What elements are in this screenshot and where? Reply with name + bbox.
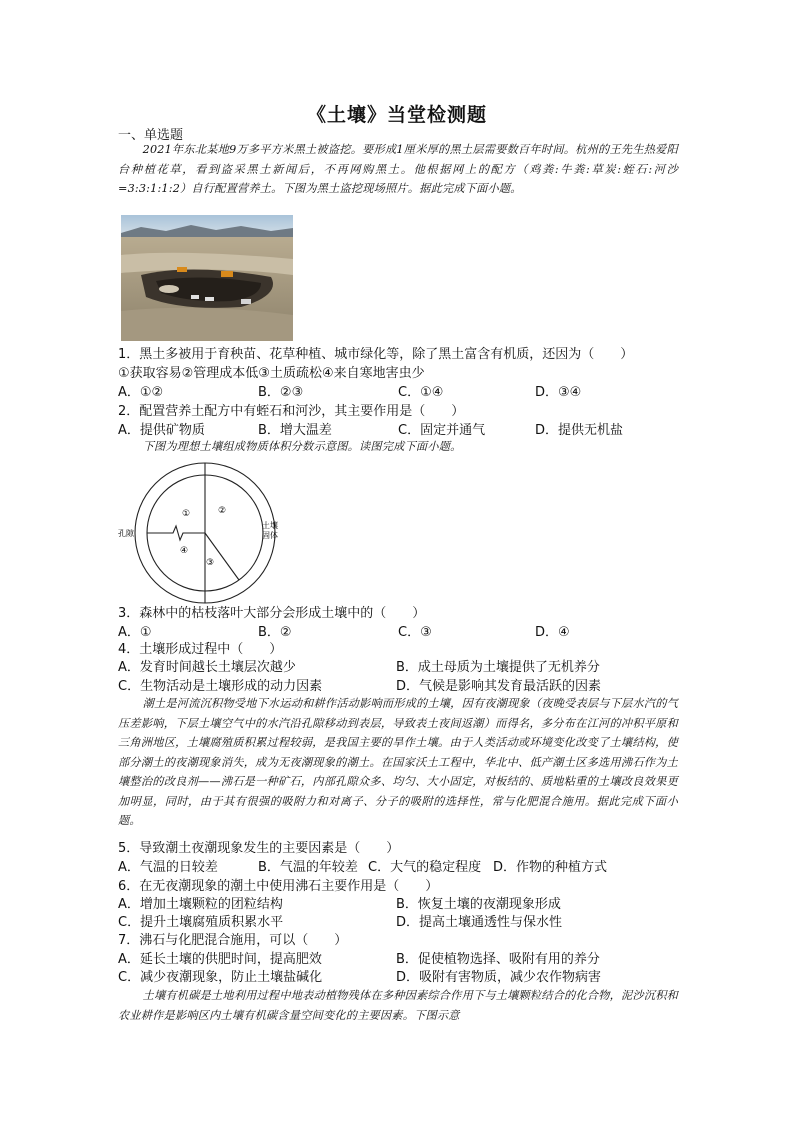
mark-4: ④ bbox=[180, 546, 189, 556]
option-c[interactable]: C．③ bbox=[398, 625, 432, 640]
mark-2: ② bbox=[218, 506, 227, 516]
label-pores: 孔隙 bbox=[118, 529, 134, 538]
option-d[interactable]: D．③④ bbox=[535, 385, 582, 400]
option-a[interactable]: A．提供矿物质 bbox=[118, 423, 205, 438]
question-3: 3．森林中的枯枝落叶大部分会形成土壤中的（ ） bbox=[118, 606, 426, 621]
option-c[interactable]: C．大气的稳定程度 bbox=[368, 860, 482, 875]
option-d[interactable]: D．作物的种植方式 bbox=[493, 860, 608, 875]
question-7: 7．沸石与化肥混合施用，可以（ ） bbox=[118, 933, 348, 948]
option-a[interactable]: A．① bbox=[118, 625, 152, 640]
option-d[interactable]: D．提高土壤通透性与保水性 bbox=[396, 915, 563, 930]
option-c[interactable]: C．生物活动是土壤形成的动力因素 bbox=[118, 679, 323, 694]
solid-boundary bbox=[205, 533, 239, 580]
mark-3: ③ bbox=[206, 558, 215, 568]
option-d[interactable]: D．提供无机盐 bbox=[535, 423, 624, 438]
question-6: 6．在无夜潮现象的潮土中使用沸石主要作用是（ ） bbox=[118, 879, 439, 894]
option-a[interactable]: A．增加土壤颗粒的团粒结构 bbox=[118, 897, 283, 912]
option-b[interactable]: B．恢复土壤的夜潮现象形成 bbox=[396, 897, 561, 912]
option-a[interactable]: A．延长土壤的供肥时间，提高肥效 bbox=[118, 952, 322, 967]
question-1-statements: ①获取容易②管理成本低③土质疏松④来自寒地害虫少 bbox=[118, 366, 425, 381]
excavation-photo-image bbox=[121, 215, 293, 341]
soil-composition-diagram bbox=[118, 462, 298, 604]
label-soil: 土壤 bbox=[262, 521, 278, 530]
option-b[interactable]: B．成土母质为土壤提供了无机养分 bbox=[396, 660, 600, 675]
label-solid: 固体 bbox=[262, 531, 278, 540]
option-c[interactable]: C．提升土壤腐殖质积累水平 bbox=[118, 915, 284, 930]
option-d[interactable]: D．吸附有害物质，减少农作物病害 bbox=[396, 970, 602, 985]
option-d[interactable]: D．气候是影响其发育最活跃的因素 bbox=[396, 679, 602, 694]
passage-organic-carbon: 土壤有机碳是土地利用过程中地表动植物残体在多种因素综合作用下与土壤颗粒结合的化合物，泥沙沉积和农业耕作是影响区内土壤有机碳含量空间变化的主要因素。下图示意 bbox=[118, 989, 678, 1022]
question-1: 1．黑土多被用于育秧苗、花草种植、城市绿化等，除了黑土富含有机质，还因为（ ） bbox=[118, 347, 634, 362]
option-b[interactable]: B．② bbox=[258, 625, 292, 640]
option-a[interactable]: A．气温的日较差 bbox=[118, 860, 218, 875]
pore-boundary bbox=[147, 526, 205, 540]
excavation-photo bbox=[121, 215, 293, 341]
page-title: 《土壤》当堂检测题 bbox=[306, 104, 487, 126]
option-c[interactable]: C．固定并通气 bbox=[398, 423, 486, 438]
section-heading: 一、单选题 bbox=[118, 128, 184, 143]
passage-diagram-intro: 下图为理想土壤组成物质体积分数示意图。读图完成下面小题。 bbox=[142, 440, 462, 453]
option-d[interactable]: D．④ bbox=[535, 625, 570, 640]
option-b[interactable]: B．②③ bbox=[258, 385, 304, 400]
option-b[interactable]: B．气温的年较差 bbox=[258, 860, 358, 875]
passage-tidal-soil: 潮土是河流沉积物受地下水运动和耕作活动影响而形成的土壤，因有夜潮现象（夜晚受表层与下层水汽的气压差影响，下层土壤空气中的水汽沿孔隙移动到表层，导致表土夜间返潮）而得名，多分布在江河的冲积平原和三角洲地区，土壤腐殖质积累过程较弱，是我国主要的旱作土壤。由于人类活动或环境变化改变了土壤结构，使部分潮土的夜潮现象消失，成为无夜潮现象的潮土。在国家沃土工程中，华北中、低产潮土区多选用沸石作为土壤整治的改良剂——沸石是一种矿石，内部孔隙众多、均匀、大小固定，对板结的、质地粘重的土壤改良效果更加明显，同时，由于其有很强的吸附力和对离子、分子的吸附的选择性，常与化肥混合施用。据此完成下面小题。 bbox=[118, 697, 678, 827]
option-b[interactable]: B．增大温差 bbox=[258, 423, 332, 438]
option-c[interactable]: C．①④ bbox=[398, 385, 444, 400]
passage-black-soil: 2021年东北某地9万多平方米黑土被盗挖。要形成1厘米厚的黑土层需要数百年时间。杭州的王先生热爱阳台种植花草，看到盗采黑土新闻后，不再网购黑土。他根据网上的配方（鸡粪:牛粪:草炭:蛭石:河沙=3:3:1:1:2）自行配置营养土。下图为黑土盗挖现场照片。据此完成下面小题。 bbox=[118, 143, 678, 195]
question-2: 2．配置营养土配方中有蛭石和河沙，其主要作用是（ ） bbox=[118, 404, 465, 419]
question-4: 4．土壤形成过程中（ ） bbox=[118, 642, 283, 657]
option-a[interactable]: A．发育时间越长土壤层次越少 bbox=[118, 660, 296, 675]
mark-1: ① bbox=[182, 509, 191, 519]
question-5: 5．导致潮土夜潮现象发生的主要因素是（ ） bbox=[118, 841, 400, 856]
option-a[interactable]: A．①② bbox=[118, 385, 164, 400]
option-c[interactable]: C．减少夜潮现象，防止土壤盐碱化 bbox=[118, 970, 323, 985]
option-b[interactable]: B．促使植物选择、吸附有用的养分 bbox=[396, 952, 600, 967]
